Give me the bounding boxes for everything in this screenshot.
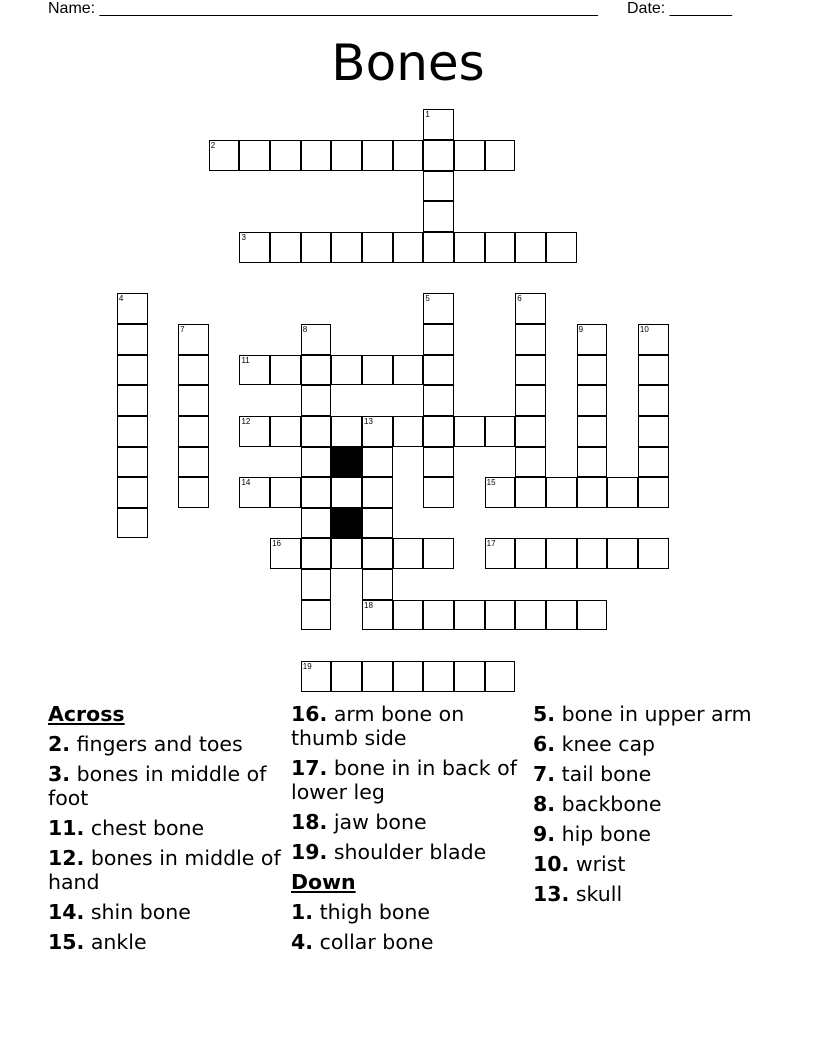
grid-cell[interactable] <box>301 416 332 447</box>
grid-cell[interactable] <box>638 385 669 416</box>
grid-cell[interactable] <box>546 538 577 569</box>
grid-cell[interactable] <box>331 140 362 171</box>
grid-cell[interactable] <box>515 324 546 355</box>
grid-cell[interactable] <box>362 600 393 631</box>
grid-cell[interactable] <box>362 508 393 539</box>
across-heading: Across <box>48 702 125 726</box>
grid-cell[interactable] <box>117 293 148 324</box>
grid-cell[interactable] <box>515 293 546 324</box>
grid-cell[interactable] <box>270 538 301 569</box>
grid-cell[interactable] <box>301 324 332 355</box>
grid-cell[interactable] <box>117 447 148 478</box>
grid-cell[interactable] <box>301 385 332 416</box>
clue-number: 6 <box>517 294 522 304</box>
clue-number: 17 <box>486 539 496 549</box>
grid-cell[interactable] <box>577 447 608 478</box>
grid-cell[interactable] <box>607 538 638 569</box>
grid-cell[interactable] <box>362 447 393 478</box>
clue-across-16: 16. arm bone on thumb side <box>291 702 465 750</box>
clue-across-14: 14. shin bone <box>48 900 191 924</box>
grid-cell[interactable] <box>577 600 608 631</box>
grid-cell[interactable] <box>301 569 332 600</box>
grid-cell[interactable] <box>117 416 148 447</box>
clue-number: 3 <box>241 232 246 242</box>
grid-cell[interactable] <box>178 477 209 508</box>
grid-cell[interactable] <box>301 447 332 478</box>
grid-cell[interactable] <box>515 355 546 386</box>
black-cell <box>331 447 362 478</box>
grid-cell[interactable] <box>423 447 454 478</box>
clue-across-17: 17. bone in in back of lower leg <box>291 756 517 804</box>
grid-cell[interactable] <box>117 385 148 416</box>
grid-cell[interactable] <box>546 232 577 263</box>
grid-cell[interactable] <box>301 477 332 508</box>
grid-cell[interactable] <box>362 477 393 508</box>
clue-number: 4 <box>118 294 124 304</box>
clue-number: 5 <box>425 294 430 304</box>
grid-cell[interactable] <box>423 661 454 692</box>
grid-cell[interactable] <box>362 232 393 263</box>
grid-cell[interactable] <box>178 447 209 478</box>
grid-cell[interactable] <box>638 324 669 355</box>
clue-number: 1 <box>425 110 430 120</box>
grid-cell[interactable] <box>331 232 362 263</box>
grid-cell[interactable] <box>485 477 516 508</box>
grid-cell[interactable] <box>423 385 454 416</box>
clue-number: 12 <box>241 416 251 426</box>
grid-cell[interactable] <box>301 355 332 386</box>
grid-cell[interactable] <box>117 477 148 508</box>
grid-cell[interactable] <box>577 355 608 386</box>
clue-across-2: 2. fingers and toes <box>48 732 243 756</box>
grid-cell[interactable] <box>546 477 577 508</box>
grid-cell[interactable] <box>423 109 454 140</box>
grid-cell[interactable] <box>638 447 669 478</box>
grid-cell[interactable] <box>607 477 638 508</box>
grid-cell[interactable] <box>362 569 393 600</box>
grid-cell[interactable] <box>423 477 454 508</box>
grid-cell[interactable] <box>454 232 485 263</box>
grid-cell[interactable] <box>239 477 270 508</box>
grid-cell[interactable] <box>301 661 332 692</box>
clue-number: 18 <box>364 600 373 610</box>
grid-cell[interactable] <box>515 600 546 631</box>
grid-cell[interactable] <box>239 140 270 171</box>
grid-cell[interactable] <box>393 416 424 447</box>
grid-cell[interactable] <box>577 477 608 508</box>
grid-cell[interactable] <box>546 600 577 631</box>
clue-down-7: 7. tail bone <box>533 762 652 786</box>
grid-cell[interactable] <box>362 416 393 447</box>
grid-cell[interactable] <box>454 140 485 171</box>
grid-cell[interactable] <box>515 447 546 478</box>
clue-down-13: 13. skull <box>533 882 623 906</box>
grid-cell[interactable] <box>423 232 454 263</box>
down-heading: Down <box>291 870 356 894</box>
clue-number: 15 <box>486 478 496 488</box>
grid-cell[interactable] <box>393 600 424 631</box>
grid-cell[interactable] <box>485 600 516 631</box>
grid-cell[interactable] <box>301 508 332 539</box>
grid-cell[interactable] <box>178 416 209 447</box>
name-line: ________________________________________________________ <box>99 0 598 17</box>
grid-cell[interactable] <box>331 538 362 569</box>
grid-cell[interactable] <box>423 416 454 447</box>
clue-down-6: 6. knee cap <box>533 732 656 756</box>
clue-across-11: 11. chest bone <box>48 816 205 840</box>
grid-cell[interactable] <box>270 477 301 508</box>
grid-cell[interactable] <box>239 232 270 263</box>
clue-across-3: 3. bones in middle of foot <box>48 762 267 810</box>
grid-cell[interactable] <box>485 538 516 569</box>
grid-cell[interactable] <box>362 355 393 386</box>
grid-cell[interactable] <box>362 140 393 171</box>
grid-cell[interactable] <box>301 140 332 171</box>
grid-cell[interactable] <box>301 538 332 569</box>
clue-number: 10 <box>639 324 649 334</box>
clue-column-3 <box>533 702 769 912</box>
grid-cell[interactable] <box>423 171 454 202</box>
date-line: _______ <box>669 0 732 17</box>
grid-cell[interactable] <box>362 538 393 569</box>
grid-cell[interactable] <box>423 140 454 171</box>
grid-cell[interactable] <box>485 232 516 263</box>
clue-down-10: 10. wrist <box>533 852 626 876</box>
clue-down-9: 9. hip bone <box>533 822 651 846</box>
grid-cell[interactable] <box>638 416 669 447</box>
grid-cell[interactable] <box>178 385 209 416</box>
clue-number: 19 <box>302 662 312 672</box>
grid-cell[interactable] <box>485 140 516 171</box>
grid-cell[interactable] <box>515 416 546 447</box>
clue-number: 8 <box>302 324 308 334</box>
grid-cell[interactable] <box>209 140 240 171</box>
clue-column-2 <box>291 702 527 960</box>
clue-across-12: 12. bones in middle of hand <box>48 846 281 894</box>
clue-down-4: 4. collar bone <box>291 930 434 954</box>
grid-cell[interactable] <box>454 600 485 631</box>
black-cell <box>331 508 362 539</box>
grid-cell[interactable] <box>577 416 608 447</box>
grid-cell[interactable] <box>331 661 362 692</box>
grid-cell[interactable] <box>485 416 516 447</box>
grid-cell[interactable] <box>239 355 270 386</box>
grid-cell[interactable] <box>515 538 546 569</box>
grid-cell[interactable] <box>638 355 669 386</box>
clue-column-1 <box>48 702 284 960</box>
grid-cell[interactable] <box>423 600 454 631</box>
clue-number: 11 <box>241 355 250 365</box>
clue-number: 2 <box>210 141 216 150</box>
grid-cell[interactable] <box>454 416 485 447</box>
grid-cell[interactable] <box>423 293 454 324</box>
grid-cell[interactable] <box>117 324 148 355</box>
grid-cell[interactable] <box>393 232 424 263</box>
grid-cell[interactable] <box>331 477 362 508</box>
grid-cell[interactable] <box>515 232 546 263</box>
grid-cell[interactable] <box>423 201 454 232</box>
grid-cell[interactable] <box>270 416 301 447</box>
grid-cell[interactable] <box>117 508 148 539</box>
grid-cell[interactable] <box>393 140 424 171</box>
clue-down-5: 5. bone in upper arm <box>533 702 752 726</box>
grid-cell[interactable] <box>117 355 148 386</box>
grid-cell[interactable] <box>638 538 669 569</box>
grid-cell[interactable] <box>270 140 301 171</box>
grid-cell[interactable] <box>515 385 546 416</box>
grid-cell[interactable] <box>270 232 301 263</box>
grid-cell[interactable] <box>331 355 362 386</box>
clue-down-8: 8. backbone <box>533 792 662 816</box>
grid-cell[interactable] <box>393 661 424 692</box>
page-title: Bones <box>331 34 485 92</box>
grid-cell[interactable] <box>393 538 424 569</box>
grid-cell[interactable] <box>301 600 332 631</box>
clue-across-18: 18. jaw bone <box>291 810 427 834</box>
clue-across-19: 19. shoulder blade <box>291 840 487 864</box>
clue-number: 9 <box>578 324 584 334</box>
grid-cell[interactable] <box>423 538 454 569</box>
grid-cell[interactable] <box>485 661 516 692</box>
clue-down-1: 1. thigh bone <box>291 900 431 924</box>
grid-cell[interactable] <box>239 416 270 447</box>
grid-cell[interactable] <box>638 477 669 508</box>
grid-cell[interactable] <box>270 355 301 386</box>
clue-number: 13 <box>364 416 373 426</box>
grid-cell[interactable] <box>454 661 485 692</box>
date-label: Date: <box>627 0 666 17</box>
grid-cell[interactable] <box>178 355 209 386</box>
grid-cell[interactable] <box>362 661 393 692</box>
grid-cell[interactable] <box>577 538 608 569</box>
grid-cell[interactable] <box>393 355 424 386</box>
clue-number: 7 <box>180 324 185 334</box>
grid-cell[interactable] <box>178 324 209 355</box>
clue-number: 16 <box>272 539 282 549</box>
grid-cell[interactable] <box>423 355 454 386</box>
grid-cell[interactable] <box>577 324 608 355</box>
clue-across-15: 15. ankle <box>48 930 147 954</box>
grid-cell[interactable] <box>423 324 454 355</box>
clue-number: 14 <box>241 478 251 488</box>
grid-cell[interactable] <box>577 385 608 416</box>
name-label: Name: <box>48 0 96 17</box>
grid-cell[interactable] <box>515 477 546 508</box>
grid-cell[interactable] <box>301 232 332 263</box>
grid-cell[interactable] <box>331 416 362 447</box>
